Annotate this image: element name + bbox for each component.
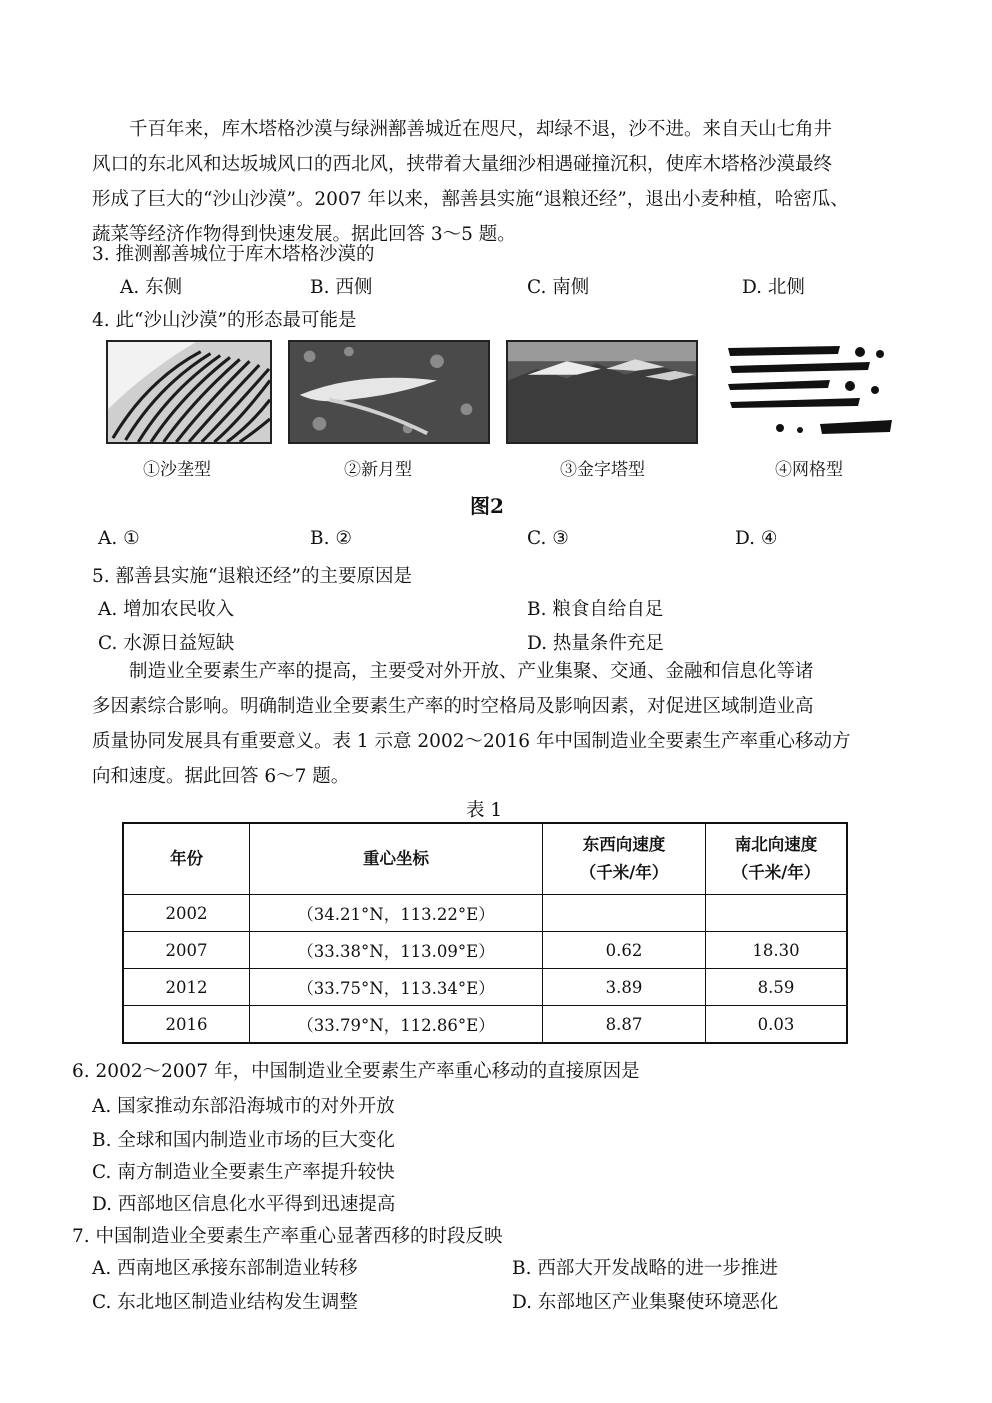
question-5-stem: 5. 鄯善县实施“退粮还经”的主要原因是 <box>92 566 412 587</box>
q5-option-d[interactable]: D. 热量条件充足 <box>527 633 664 654</box>
passage-line: 向和速度。据此回答 6～7 题。 <box>92 766 350 787</box>
q7-option-c[interactable]: C. 东北地区制造业结构发生调整 <box>92 1292 358 1313</box>
header-ns-speed <box>706 823 848 895</box>
cell-coord: （33.75°N，113.34°E） <box>250 969 543 1006</box>
cell-ns <box>706 895 848 932</box>
table-header-row <box>123 823 847 895</box>
passage-line: 千百年来，库木塔格沙漠与绿洲鄯善城近在咫尺，却绿不退，沙不进。来自天山七角井 <box>129 119 833 140</box>
cell-year: 2002 <box>123 895 250 932</box>
grid-dune-photo <box>720 340 896 444</box>
cell-coord: （34.21°N，113.22°E） <box>250 895 543 932</box>
passage-line: 制造业全要素生产率的提高，主要受对外开放、产业集聚、交通、金融和信息化等诸 <box>129 661 814 682</box>
q3-option-c[interactable]: C. 南侧 <box>527 277 590 298</box>
q3-option-a[interactable]: A. 东侧 <box>120 277 183 298</box>
q6-option-c[interactable]: C. 南方制造业全要素生产率提升较快 <box>92 1162 395 1183</box>
q4-option-d[interactable]: D. ④ <box>735 528 778 549</box>
question-4-stem: 4. 此“沙山沙漠”的形态最可能是 <box>92 310 357 331</box>
q7-option-a[interactable]: A. 西南地区承接东部制造业转移 <box>92 1258 358 1279</box>
passage-line: 形成了巨大的“沙山沙漠”。2007 年以来，鄯善县实施“退粮还经”，退出小麦种植，哈密瓜、 <box>92 189 849 210</box>
q4-option-c[interactable]: C. ③ <box>527 528 569 549</box>
cell-year: 2012 <box>123 969 250 1006</box>
cell-ew: 8.87 <box>543 1006 706 1044</box>
header-coord: 重心坐标 <box>250 823 543 895</box>
cell-year: 2016 <box>123 1006 250 1044</box>
cell-coord: （33.38°N，113.09°E） <box>250 932 543 969</box>
q3-option-d[interactable]: D. 北侧 <box>742 277 805 298</box>
table-row <box>123 1006 847 1044</box>
q7-option-b[interactable]: B. 西部大开发战略的进一步推进 <box>512 1258 778 1279</box>
sand-ridge-photo <box>106 340 272 444</box>
cell-ew: 3.89 <box>543 969 706 1006</box>
passage-intro-1 <box>92 112 942 252</box>
header-year: 年份 <box>123 823 250 895</box>
table-title: 表 1 <box>466 800 503 821</box>
passage-line: 蔬菜等经济作物得到快速发展。据此回答 3～5 题。 <box>92 224 516 245</box>
data-table <box>122 822 848 1044</box>
image-caption-1: ①沙垄型 <box>143 460 211 480</box>
q3-option-b[interactable]: B. 西侧 <box>310 277 373 298</box>
q5-option-b[interactable]: B. 粮食自给自足 <box>527 599 664 620</box>
header-ew-speed <box>543 823 706 895</box>
cell-coord: （33.79°N，112.86°E） <box>250 1006 543 1044</box>
table-row <box>123 969 847 1006</box>
question-3-stem: 3. 推测鄯善城位于库木塔格沙漠的 <box>92 244 375 265</box>
passage-line: 质量协同发展具有重要意义。表 1 示意 2002～2016 年中国制造业全要素生产率重心移动方 <box>92 731 851 752</box>
question-6-stem: 6. 2002～2007 年，中国制造业全要素生产率重心移动的直接原因是 <box>72 1061 640 1082</box>
q6-option-d[interactable]: D. 西部地区信息化水平得到迅速提高 <box>92 1194 396 1215</box>
pyramid-dune-photo <box>506 340 698 444</box>
passage-intro-2 <box>92 654 942 794</box>
table-row <box>123 932 847 969</box>
image-caption-2: ②新月型 <box>344 460 412 480</box>
header-ew-line2: （千米/年） <box>579 863 669 882</box>
passage-line: 多因素综合影响。明确制造业全要素生产率的时空格局及影响因素，对促进区域制造业高 <box>92 696 814 717</box>
q5-option-a[interactable]: A. 增加农民收入 <box>98 599 235 620</box>
image-caption-4: ④网格型 <box>775 460 843 480</box>
header-ns-line2: （千米/年） <box>731 863 821 882</box>
q6-option-b[interactable]: B. 全球和国内制造业市场的巨大变化 <box>92 1130 395 1151</box>
crescent-dune-photo <box>288 340 490 444</box>
q4-option-b[interactable]: B. ② <box>310 528 352 549</box>
q4-option-a[interactable]: A. ① <box>98 528 140 549</box>
header-ns-line1: 南北向速度 <box>734 835 818 854</box>
image-caption-3: ③金字塔型 <box>560 460 645 480</box>
question-7-stem: 7. 中国制造业全要素生产率重心显著西移的时段反映 <box>72 1226 503 1247</box>
table-row <box>123 895 847 932</box>
q7-option-d[interactable]: D. 东部地区产业集聚使环境恶化 <box>512 1292 779 1313</box>
q6-option-a[interactable]: A. 国家推动东部沿海城市的对外开放 <box>92 1096 395 1117</box>
cell-ns: 8.59 <box>706 969 848 1006</box>
header-ew-line1: 东西向速度 <box>582 835 666 854</box>
q5-option-c[interactable]: C. 水源日益短缺 <box>98 633 235 654</box>
cell-ns: 0.03 <box>706 1006 848 1044</box>
cell-ew: 0.62 <box>543 932 706 969</box>
figure-label: 图2 <box>470 494 504 518</box>
cell-year: 2007 <box>123 932 250 969</box>
cell-ew <box>543 895 706 932</box>
cell-ns: 18.30 <box>706 932 848 969</box>
passage-line: 风口的东北风和达坂城风口的西北风，挟带着大量细沙相遇碰撞沉积，使库木塔格沙漠最终 <box>92 154 833 175</box>
